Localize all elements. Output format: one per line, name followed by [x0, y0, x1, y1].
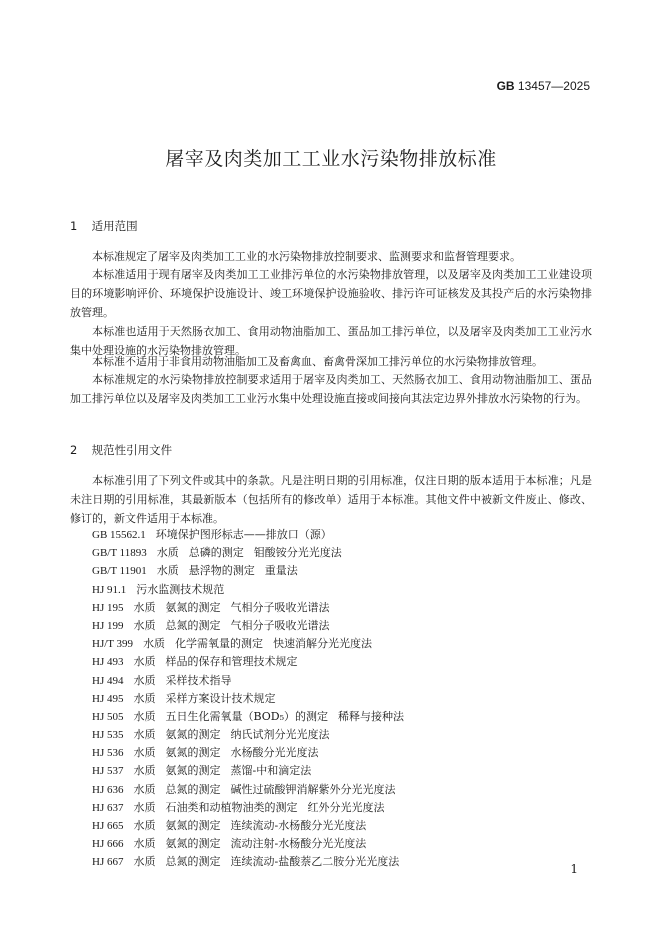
normative-reference-list [92, 526, 414, 872]
reference-code: HJ 667 [92, 856, 124, 869]
reference-title-part: 水质 [143, 637, 166, 651]
reference-title-part: 石油类和动植物油类的测定 [165, 800, 298, 814]
reference-code: HJ 91.1 [92, 583, 127, 596]
reference-item [92, 726, 414, 744]
reference-title-part: 采样技术指导 [165, 673, 232, 687]
paragraph: 本标准引用了下列文件或其中的条款。凡是注明日期的引用标准，仅注日期的版本适用于本标准；凡是未注日期的引用标准，其最新版本（包括所有的修改单）适用于本标准。其他文件中被新文件废止、修改、修订的，新文件适用于本标准。 [70, 474, 592, 525]
reference-title-part: 化学需氧量的测定 [175, 637, 264, 651]
reference-title-part: 水质 [133, 800, 156, 814]
paragraph: 本标准适用于现有屠宰及肉类加工工业排污单位的水污染物排放管理，以及屠宰及肉类加工工业建设项目的环境影响评价、环境保护设施设计、竣工环境保护设施验收、排污许可证核发及其投产后的水污染物排放管理。 [70, 268, 592, 319]
reference-title-part: 悬浮物的测定 [188, 564, 255, 578]
reference-item [92, 835, 414, 853]
reference-title-part: 纳氏试剂分光光度法 [230, 728, 330, 742]
reference-title-part: 水质 [133, 819, 156, 832]
reference-item [92, 708, 414, 726]
section-heading [70, 442, 172, 458]
reference-title-part: 碱性过硫酸钾消解紫外分光光度法 [230, 782, 396, 796]
reference-code: HJ 537 [92, 765, 124, 778]
reference-title-part: 环境保护图形标志——排放口（源） [155, 528, 332, 541]
reference-title-part: 总氮的测定 [165, 782, 221, 796]
standard-code-prefix: GB [496, 79, 515, 93]
reference-title-part: 快速消解分光光度法 [273, 637, 373, 651]
reference-item [92, 526, 414, 544]
reference-title-part: 水质 [133, 837, 156, 851]
reference-code: HJ 495 [92, 692, 124, 705]
section-heading [70, 218, 138, 234]
reference-code: HJ 665 [92, 820, 124, 832]
reference-code: HJ 636 [92, 783, 124, 796]
document-title: 屠宰及肉类加工工业水污染物排放标准 [165, 148, 497, 170]
reference-title-part: 总磷的测定 [188, 546, 244, 560]
reference-title-part: 水质 [156, 564, 179, 578]
reference-title-part: 水质 [156, 546, 179, 560]
reference-item [92, 781, 414, 799]
reference-title-part: 水质 [133, 673, 156, 687]
reference-title-part: 五日生化需氧量（BOD₅）的测定 [165, 709, 329, 723]
standard-code [497, 79, 590, 93]
reference-title-part: 污水监测技术规范 [136, 582, 225, 596]
reference-title-part: 水质 [133, 764, 156, 778]
reference-title-part: 样品的保存和管理技术规定 [165, 655, 298, 669]
section-number: 1 [70, 219, 78, 233]
reference-title-part: 水质 [133, 855, 156, 869]
reference-code: GB/T 11893 [92, 547, 147, 560]
section-title: 规范性引用文件 [91, 443, 173, 457]
reference-item [92, 544, 414, 562]
reference-title-part: 水质 [133, 709, 156, 723]
reference-title-part: 氨氮的测定 [165, 819, 221, 832]
reference-title-part: 气相分子吸收光谱法 [230, 600, 330, 614]
section-title: 适用范围 [91, 219, 138, 233]
reference-title-part: 氨氮的测定 [165, 728, 221, 742]
reference-title-part: 总氮的测定 [165, 618, 221, 632]
reference-item [92, 762, 414, 780]
reference-code: HJ 494 [92, 674, 124, 687]
reference-code: GB/T 11901 [92, 565, 147, 578]
reference-code: HJ 493 [92, 656, 124, 669]
reference-title-part: 蒸馏-中和滴定法 [230, 764, 312, 778]
reference-title-part: 氨氮的测定 [165, 764, 221, 778]
reference-title-part: 连续流动-盐酸萘乙二胺分光光度法 [230, 855, 400, 869]
section-number: 2 [70, 443, 78, 457]
reference-code: HJ 199 [92, 619, 124, 632]
reference-code: GB 15562.1 [92, 529, 146, 541]
reference-code: HJ 666 [92, 838, 124, 851]
paragraph: 本标准不适用于非食用动物油脂加工及畜禽血、畜禽骨深加工排污单位的水污染物排放管理。 [92, 355, 543, 368]
reference-title-part: 水质 [133, 691, 156, 705]
reference-title-part: 重量法 [264, 564, 298, 578]
reference-code: HJ 536 [92, 747, 124, 760]
reference-title-part: 气相分子吸收光谱法 [230, 618, 330, 632]
reference-item [92, 672, 414, 690]
reference-code: HJ 535 [92, 729, 124, 742]
reference-title-part: 钼酸铵分光光度法 [253, 546, 342, 560]
standard-code-number: 13457—2025 [517, 79, 590, 93]
reference-item [92, 599, 414, 617]
reference-title-part: 流动注射-水杨酸分光光度法 [230, 837, 367, 851]
paragraph: 本标准规定的水污染物排放控制要求适用于屠宰及肉类加工、天然肠衣加工、食用动物油脂加工、蛋品加工排污单位以及屠宰及肉类加工工业污水集中处理设施直接或间接向其法定边界外排放水污染物的行为。 [70, 373, 592, 405]
reference-item [92, 744, 414, 762]
reference-title-part: 水质 [133, 782, 156, 796]
reference-title-part: 采样方案设计技术规定 [165, 691, 276, 705]
reference-title-part: 水质 [133, 655, 156, 669]
page-number: 1 [570, 862, 578, 876]
reference-title-part: 氨氮的测定 [165, 837, 221, 851]
reference-code: HJ 637 [92, 801, 124, 814]
reference-item [92, 617, 414, 635]
reference-code: HJ 505 [92, 710, 124, 723]
reference-title-part: 水质 [133, 728, 156, 742]
paragraph: 本标准规定了屠宰及肉类加工工业的水污染物排放控制要求、监测要求和监督管理要求。 [92, 250, 521, 263]
reference-title-part: 氨氮的测定 [165, 746, 221, 760]
reference-item [92, 581, 414, 599]
reference-title-part: 氨氮的测定 [165, 600, 221, 614]
reference-title-part: 连续流动-水杨酸分光光度法 [230, 819, 367, 832]
reference-item [92, 853, 414, 871]
reference-item [92, 653, 414, 671]
reference-title-part: 稀释与接种法 [338, 709, 405, 723]
reference-item [92, 635, 414, 653]
paragraph: 本标准也适用于天然肠衣加工、食用动物油脂加工、蛋品加工排污单位，以及屠宰及肉类加工工业污水集中处理设施的水污染物排放管理。 [70, 325, 592, 357]
reference-item [92, 690, 414, 708]
reference-title-part: 水质 [133, 618, 156, 632]
reference-item [92, 562, 414, 580]
reference-title-part: 水杨酸分光光度法 [230, 746, 319, 760]
reference-code: HJ 195 [92, 601, 124, 614]
reference-title-part: 红外分光光度法 [307, 800, 385, 814]
reference-code: HJ/T 399 [92, 638, 134, 651]
reference-item [92, 799, 414, 817]
reference-title-part: 总氮的测定 [165, 855, 221, 869]
reference-title-part: 水质 [133, 600, 156, 614]
reference-title-part: 水质 [133, 746, 156, 760]
reference-item [92, 817, 414, 835]
